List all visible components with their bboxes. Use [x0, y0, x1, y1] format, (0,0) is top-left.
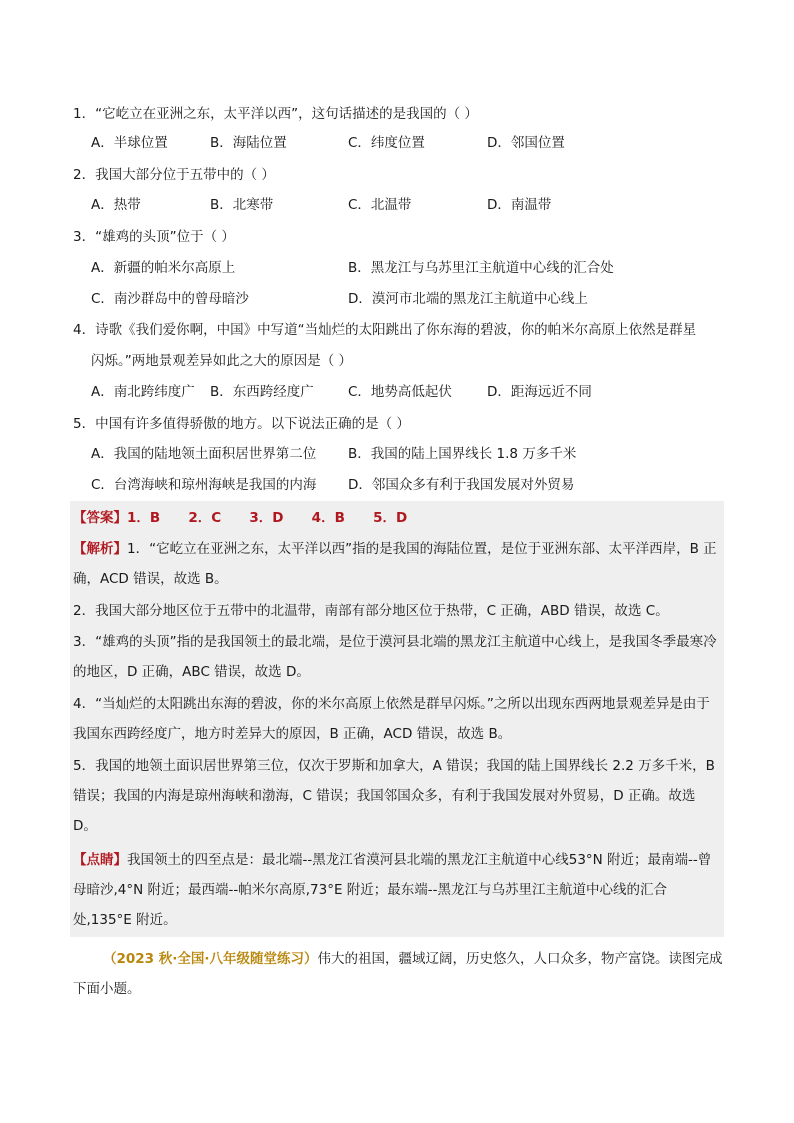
option-d: D．邻国位置 [487, 135, 565, 151]
option-a: A．新疆的帕米尔高原上 [91, 260, 236, 276]
question-2-stem: 2．我国大部分位于五带中的（ ） [73, 167, 275, 183]
option-b: B．我国的陆上国界线长 1.8 万多千米 [348, 446, 577, 462]
question-3-stem: 3．“雄鸡的头顶”位于（ ） [73, 229, 235, 245]
question-5-options-row2 [91, 475, 731, 495]
question-3-options-row1 [91, 258, 731, 278]
option-d: D．南温带 [487, 197, 552, 213]
option-d: D．漠河市北端的黑龙江主航道中心线上 [348, 291, 588, 307]
option-c: C．北温带 [348, 197, 412, 213]
question-1-options [91, 133, 731, 153]
option-a: A．半球位置 [91, 135, 168, 151]
answer-text: 1．B 2．C 3．D 4．B 5．D [127, 510, 408, 526]
option-d: D．距海远近不同 [487, 384, 592, 400]
analysis-p3: 3．“雄鸡的头顶”指的是我国领土的最北端，是位于漠河县北端的黑龙江主航道中心线上，是我国冬季最寒冷的地区，D 正确，ABC 错误，故选 D。 [73, 634, 717, 680]
question-5-stem: 5．中国有许多值得骄傲的地方。以下说法正确的是（ ） [73, 416, 410, 432]
question-3-options-row2 [91, 289, 731, 309]
option-c: C．地势高低起伏 [348, 384, 452, 400]
analysis-p1 [73, 534, 721, 594]
option-a: A．我国的陆地领土面积居世界第二位 [91, 446, 317, 462]
analysis-p2: 2．我国大部分地区位于五带中的北温带，南部有部分地区位于热带，C 正确，ABD 错误，故选 C。 [73, 603, 669, 619]
option-b: B．北寒带 [210, 197, 274, 213]
source-line [73, 944, 723, 1004]
answer-line [73, 503, 721, 533]
source-text: 伟大的祖国，疆域辽阔，历史悠久，人口众多，物产富饶。读图完成下面小题。 [73, 951, 723, 997]
question-4-stem-line1: 4．诗歌《我们爱你啊，中国》中写道“当灿烂的太阳跳出了你东海的碧波，你的帕米尔高原上依然是群星 [73, 322, 697, 338]
analysis-label: 【解析】 [73, 541, 127, 557]
option-c: C．南沙群岛中的曾母暗沙 [91, 291, 249, 307]
option-a: A．热带 [91, 197, 141, 213]
question-1-stem: 1．“它屹立在亚洲之东，太平洋以西”，这句话描述的是我国的（ ） [73, 106, 478, 122]
option-c: C．纬度位置 [348, 135, 425, 151]
question-5-options-row1 [91, 444, 731, 464]
tip-paragraph [73, 845, 721, 935]
option-b: B．东西跨经度广 [210, 384, 314, 400]
analysis-text-1: 1．“它屹立在亚洲之东，太平洋以西”指的是我国的海陆位置，是位于亚洲东部、太平洋西岸，B 正确，ACD 错误，故选 B。 [73, 541, 717, 587]
option-d: D．邻国众多有利于我国发展对外贸易 [348, 477, 575, 493]
question-4-stem-line2: 闪烁。”两地景观差异如此之大的原因是（ ） [91, 353, 353, 369]
analysis-p4: 4．“当灿烂的太阳跳出东海的碧波，你的米尔高原上依然是群早闪烁。”之所以出现东西两地景观差异是由于我国东西跨经度广，地方时差异大的原因，B 正确，ACD 错误，故选 B。 [73, 696, 710, 742]
question-4-options [91, 382, 731, 402]
option-c: C．台湾海峡和琼州海峡是我国的内海 [91, 477, 317, 493]
option-a: A．南北跨纬度广 [91, 384, 195, 400]
source-tag: （2023 秋·全国·八年级随堂练习） [103, 951, 318, 967]
option-b: B．黑龙江与乌苏里江主航道中心线的汇合处 [348, 260, 614, 276]
tip-text: 我国领土的四至点是：最北端--黑龙江省漠河县北端的黑龙江主航道中心线53°N 附近；最南端--曾母暗沙,4°N 附近；最西端--帕米尔高原,73°E 附近；最东端--黑龙江与乌苏里江主航道中心线的汇合处,135°E 附近。 [73, 852, 712, 928]
answer-label: 【答案】 [73, 510, 127, 526]
tip-label: 【点睛】 [73, 852, 127, 868]
analysis-p5: 5．我国的地领土面识居世界第三位，仅次于罗斯和加拿大，A 错误；我国的陆上国界线长 2.2 万多千米，B 错误；我国的内海是琼州海峡和渤海，C 错误；我国邻国众多，有利于我国发展对外贸易，D 正确。故选 D。 [73, 758, 715, 834]
question-2-options [91, 195, 731, 215]
option-b: B．海陆位置 [210, 135, 287, 151]
